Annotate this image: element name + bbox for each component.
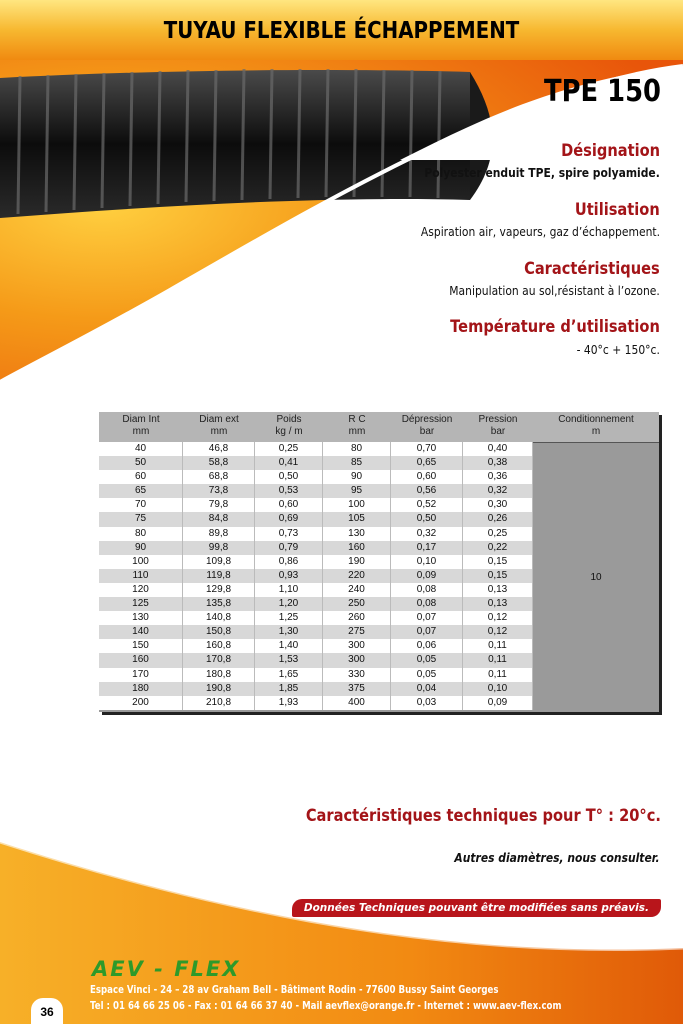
cell-rc: 105 bbox=[323, 512, 391, 526]
cell-diam-int: 120 bbox=[99, 583, 183, 597]
cell-diam-int: 60 bbox=[99, 470, 183, 484]
table-row bbox=[99, 668, 533, 682]
cell-pression: 0,15 bbox=[463, 555, 533, 569]
cell-diam-int: 160 bbox=[99, 653, 183, 667]
table-row bbox=[99, 527, 533, 541]
header-diam-ext: Diam ext mm bbox=[199, 414, 239, 437]
cell-poids: 1,40 bbox=[255, 639, 323, 653]
cell-depression: 0,70 bbox=[391, 442, 463, 456]
cell-rc: 90 bbox=[323, 470, 391, 484]
tech-note: Caractéristiques techniques pour T° : 20°c. bbox=[305, 806, 661, 826]
cell-poids: 0,41 bbox=[255, 456, 323, 470]
header-pression: Pression bar bbox=[478, 414, 518, 437]
cell-diam-int: 80 bbox=[99, 527, 183, 541]
table-row bbox=[99, 470, 533, 484]
cell-poids: 0,25 bbox=[255, 442, 323, 456]
table-header bbox=[99, 412, 659, 443]
table-row bbox=[99, 456, 533, 470]
cell-diam-ext: 140,8 bbox=[183, 611, 255, 625]
cell-pression: 0,11 bbox=[463, 639, 533, 653]
cell-diam-int: 110 bbox=[99, 569, 183, 583]
temperature-heading: Température d’utilisation bbox=[450, 317, 660, 337]
cell-diam-int: 150 bbox=[99, 639, 183, 653]
cell-rc: 275 bbox=[323, 625, 391, 639]
cell-pression: 0,22 bbox=[463, 541, 533, 555]
cell-rc: 160 bbox=[323, 541, 391, 555]
cell-poids: 0,69 bbox=[255, 512, 323, 526]
cell-pression: 0,13 bbox=[463, 583, 533, 597]
table-row bbox=[99, 583, 533, 597]
hose-illustration bbox=[0, 69, 493, 218]
cell-diam-ext: 190,8 bbox=[183, 682, 255, 696]
cell-diam-ext: 79,8 bbox=[183, 498, 255, 512]
cell-pression: 0,30 bbox=[463, 498, 533, 512]
cell-diam-int: 40 bbox=[99, 442, 183, 456]
cell-diam-int: 100 bbox=[99, 555, 183, 569]
cell-depression: 0,32 bbox=[391, 527, 463, 541]
cell-pression: 0,40 bbox=[463, 442, 533, 456]
cell-pression: 0,13 bbox=[463, 597, 533, 611]
table-row bbox=[99, 696, 533, 710]
consult-note: Autres diamètres, nous consulter. bbox=[454, 850, 660, 865]
cell-depression: 0,56 bbox=[391, 484, 463, 498]
table-row bbox=[99, 541, 533, 555]
cell-diam-ext: 180,8 bbox=[183, 668, 255, 682]
cell-diam-int: 65 bbox=[99, 484, 183, 498]
cell-poids: 0,60 bbox=[255, 498, 323, 512]
cell-diam-ext: 99,8 bbox=[183, 541, 255, 555]
table-row bbox=[99, 555, 533, 569]
cell-rc: 240 bbox=[323, 583, 391, 597]
cell-diam-int: 140 bbox=[99, 625, 183, 639]
cell-depression: 0,52 bbox=[391, 498, 463, 512]
cell-poids: 1,53 bbox=[255, 653, 323, 667]
cell-diam-ext: 119,8 bbox=[183, 569, 255, 583]
cell-diam-ext: 68,8 bbox=[183, 470, 255, 484]
designation-text: Polyester enduit TPE, spire polyamide. bbox=[424, 165, 660, 180]
cell-diam-ext: 84,8 bbox=[183, 512, 255, 526]
cell-rc: 100 bbox=[323, 498, 391, 512]
cell-pression: 0,38 bbox=[463, 456, 533, 470]
table-row bbox=[99, 611, 533, 625]
cell-pression: 0,25 bbox=[463, 527, 533, 541]
header-poids: Poids kg / m bbox=[275, 414, 303, 437]
conditionnement-value: 10 bbox=[590, 571, 602, 583]
cell-diam-ext: 73,8 bbox=[183, 484, 255, 498]
brand-logo: AEV - FLEX bbox=[92, 957, 241, 981]
table-row bbox=[99, 625, 533, 639]
product-name: TPE 150 bbox=[544, 74, 661, 109]
cell-poids: 1,10 bbox=[255, 583, 323, 597]
cell-poids: 0,50 bbox=[255, 470, 323, 484]
cell-pression: 0,11 bbox=[463, 668, 533, 682]
utilisation-text: Aspiration air, vapeurs, gaz d’échappement. bbox=[420, 224, 660, 239]
cell-rc: 190 bbox=[323, 555, 391, 569]
header-diam-int: Diam Int mm bbox=[122, 414, 160, 437]
cell-rc: 300 bbox=[323, 639, 391, 653]
cell-depression: 0,05 bbox=[391, 653, 463, 667]
cell-poids: 1,85 bbox=[255, 682, 323, 696]
cell-depression: 0,05 bbox=[391, 668, 463, 682]
cell-poids: 0,79 bbox=[255, 541, 323, 555]
specs-table bbox=[99, 412, 659, 712]
cell-pression: 0,11 bbox=[463, 653, 533, 667]
cell-rc: 300 bbox=[323, 653, 391, 667]
cell-poids: 1,25 bbox=[255, 611, 323, 625]
cell-depression: 0,50 bbox=[391, 512, 463, 526]
cell-poids: 0,93 bbox=[255, 569, 323, 583]
table-row bbox=[99, 682, 533, 696]
caracteristiques-text: Manipulation au sol,résistant à l’ozone. bbox=[449, 283, 660, 298]
header-rc: R C mm bbox=[348, 414, 366, 437]
cell-diam-int: 130 bbox=[99, 611, 183, 625]
cell-rc: 95 bbox=[323, 484, 391, 498]
cell-depression: 0,65 bbox=[391, 456, 463, 470]
table-row bbox=[99, 597, 533, 611]
cell-diam-int: 70 bbox=[99, 498, 183, 512]
table-row bbox=[99, 569, 533, 583]
caracteristiques-heading: Caractéristiques bbox=[524, 259, 660, 279]
cell-pression: 0,12 bbox=[463, 611, 533, 625]
cell-poids: 1,30 bbox=[255, 625, 323, 639]
cell-rc: 250 bbox=[323, 597, 391, 611]
table-row bbox=[99, 639, 533, 653]
cell-diam-int: 180 bbox=[99, 682, 183, 696]
cell-depression: 0,03 bbox=[391, 696, 463, 710]
table-body bbox=[99, 442, 533, 710]
cell-pression: 0,10 bbox=[463, 682, 533, 696]
cell-rc: 85 bbox=[323, 456, 391, 470]
page-number: 36 bbox=[31, 998, 63, 1024]
cell-pression: 0,32 bbox=[463, 484, 533, 498]
page-title: TUYAU FLEXIBLE ÉCHAPPEMENT bbox=[163, 18, 520, 44]
cell-depression: 0,17 bbox=[391, 541, 463, 555]
cell-depression: 0,08 bbox=[391, 597, 463, 611]
header-depression: Dépression bar bbox=[401, 414, 453, 437]
cell-poids: 1,65 bbox=[255, 668, 323, 682]
cell-diam-ext: 160,8 bbox=[183, 639, 255, 653]
cell-rc: 375 bbox=[323, 682, 391, 696]
cell-depression: 0,07 bbox=[391, 611, 463, 625]
cell-diam-ext: 129,8 bbox=[183, 583, 255, 597]
cell-poids: 1,93 bbox=[255, 696, 323, 710]
cell-diam-ext: 170,8 bbox=[183, 653, 255, 667]
cell-depression: 0,06 bbox=[391, 639, 463, 653]
temperature-text: - 40°c + 150°c. bbox=[576, 342, 660, 357]
cell-pression: 0,26 bbox=[463, 512, 533, 526]
cell-poids: 0,53 bbox=[255, 484, 323, 498]
header-conditionnement: Conditionnement m bbox=[558, 414, 634, 437]
cell-pression: 0,09 bbox=[463, 696, 533, 710]
cell-diam-ext: 135,8 bbox=[183, 597, 255, 611]
cell-poids: 1,20 bbox=[255, 597, 323, 611]
table-row bbox=[99, 442, 533, 456]
cell-pression: 0,36 bbox=[463, 470, 533, 484]
cell-depression: 0,09 bbox=[391, 569, 463, 583]
cell-depression: 0,08 bbox=[391, 583, 463, 597]
cell-depression: 0,04 bbox=[391, 682, 463, 696]
cell-rc: 260 bbox=[323, 611, 391, 625]
footer-contact: Tel : 01 64 66 25 06 - Fax : 01 64 66 37 40 - Mail aevflex@orange.fr - Internet : www.aev-flex.com bbox=[90, 1000, 562, 1012]
cell-pression: 0,15 bbox=[463, 569, 533, 583]
cell-diam-ext: 46,8 bbox=[183, 442, 255, 456]
utilisation-heading: Utilisation bbox=[575, 200, 660, 220]
cell-rc: 130 bbox=[323, 527, 391, 541]
cell-diam-ext: 210,8 bbox=[183, 696, 255, 710]
cell-depression: 0,60 bbox=[391, 470, 463, 484]
designation-heading: Désignation bbox=[561, 141, 660, 161]
cell-diam-int: 170 bbox=[99, 668, 183, 682]
cell-diam-int: 125 bbox=[99, 597, 183, 611]
cell-diam-ext: 58,8 bbox=[183, 456, 255, 470]
cell-rc: 80 bbox=[323, 442, 391, 456]
cell-diam-ext: 89,8 bbox=[183, 527, 255, 541]
table-row bbox=[99, 653, 533, 667]
footer-address: Espace Vinci - 24 – 28 av Graham Bell - Bâtiment Rodin - 77600 Bussy Saint Georges bbox=[90, 984, 499, 996]
cell-poids: 0,86 bbox=[255, 555, 323, 569]
table-row bbox=[99, 498, 533, 512]
cell-diam-int: 200 bbox=[99, 696, 183, 710]
cell-pression: 0,12 bbox=[463, 625, 533, 639]
cell-poids: 0,73 bbox=[255, 527, 323, 541]
cell-diam-int: 75 bbox=[99, 512, 183, 526]
table-row bbox=[99, 512, 533, 526]
disclaimer-badge: Données Techniques pouvant être modifiées sans préavis. bbox=[292, 899, 661, 917]
cell-rc: 220 bbox=[323, 569, 391, 583]
cell-rc: 400 bbox=[323, 696, 391, 710]
table-row bbox=[99, 484, 533, 498]
cell-rc: 330 bbox=[323, 668, 391, 682]
cell-depression: 0,10 bbox=[391, 555, 463, 569]
cell-diam-int: 50 bbox=[99, 456, 183, 470]
cell-diam-int: 90 bbox=[99, 541, 183, 555]
cell-diam-ext: 150,8 bbox=[183, 625, 255, 639]
cell-diam-ext: 109,8 bbox=[183, 555, 255, 569]
cell-depression: 0,07 bbox=[391, 625, 463, 639]
